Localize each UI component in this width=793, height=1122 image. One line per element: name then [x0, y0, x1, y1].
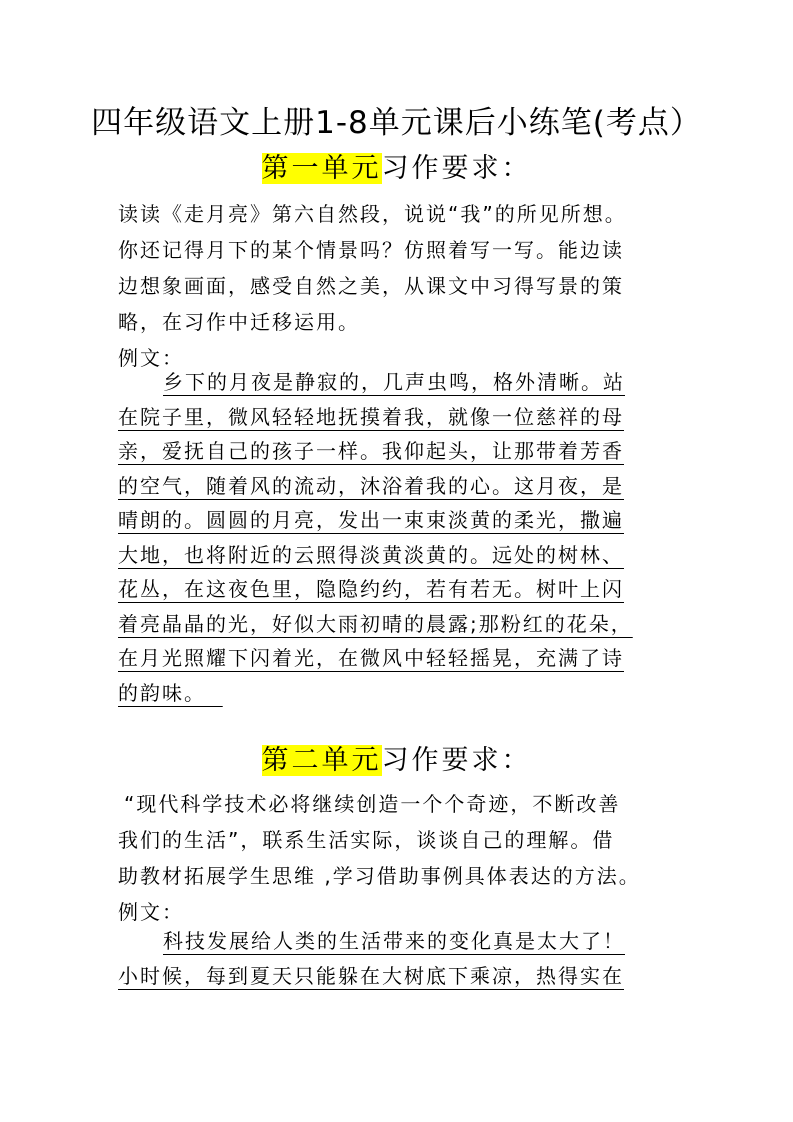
requirement-line: 助教材拓展学生思维 ,学习借助事例具体表达的方法。 [118, 864, 641, 888]
example-line: 亲，爱抚自己的孩子一样。我仰起头，让那带着芳香 [118, 439, 624, 463]
section-2-example-essay [118, 924, 678, 993]
example-line: 小时候，每到夏天只能躲在大树底下乘凉，热得实在 [118, 963, 624, 988]
example-label: 例文： [118, 900, 184, 924]
section-2-heading-highlight: 第二单元 [261, 745, 382, 776]
example-line: 的韵味。 [118, 680, 206, 705]
section-1-heading-rest: 习作要求： [381, 153, 532, 184]
section-1-requirements [118, 196, 678, 376]
section-1-example-essay [118, 365, 678, 710]
example-line: 大地，也将附近的云照得淡黄淡黄的。远处的树林、 [118, 542, 624, 567]
requirement-line: 你还记得月下的某个情景吗？仿照着写一写。能边读 [118, 238, 624, 262]
requirement-line: “现代科学技术必将继续创造一个个奇迹，不断改善 [124, 792, 621, 816]
section-1-heading [0, 148, 793, 190]
example-line: 科技发展给人类的生活带来的变化真是太大了！ [163, 929, 625, 953]
requirement-line: 略，在习作中迁移运用。 [118, 310, 360, 334]
requirement-line: 边想象画面，感受自然之美，从课文中习得写景的策 [118, 274, 624, 298]
example-line: 晴朗的。圆圆的月亮，发出一束束淡黄的柔光，撒遍 [118, 508, 624, 532]
section-1-heading-highlight: 第一单元 [261, 153, 382, 184]
example-line: 的空气，随着风的流动，沐浴着我的心。这月夜，是 [118, 473, 624, 498]
example-label: 例文： [118, 346, 184, 370]
requirement-line: 读读《走月亮》第六自然段，说说“我”的所见所想。 [118, 202, 627, 226]
example-line: 在月光照耀下闪着光，在微风中轻轻摇晃，充满了诗 [118, 646, 624, 670]
document-title: 四年级语文上册1-8单元课后小练笔(考点） [91, 105, 702, 141]
example-line: 花丛，在这夜色里，隐隐约约，若有若无。树叶上闪 [118, 577, 624, 601]
requirement-line: 我们的生活”，联系生活实际，谈谈自己的理解。借 [118, 828, 615, 852]
example-line: 在院子里，微风轻轻地抚摸着我，就像一位慈祥的母 [118, 404, 624, 429]
example-line: 乡下的月夜是静寂的，几声虫鸣，格外清晰。站 [163, 370, 625, 394]
section-2-heading-rest: 习作要求： [381, 745, 532, 776]
section-2-requirements [118, 786, 678, 930]
example-line: 着亮晶晶的光，好似大雨初晴的晨露;那粉红的花朵， [118, 611, 633, 636]
section-2-heading [0, 740, 793, 782]
